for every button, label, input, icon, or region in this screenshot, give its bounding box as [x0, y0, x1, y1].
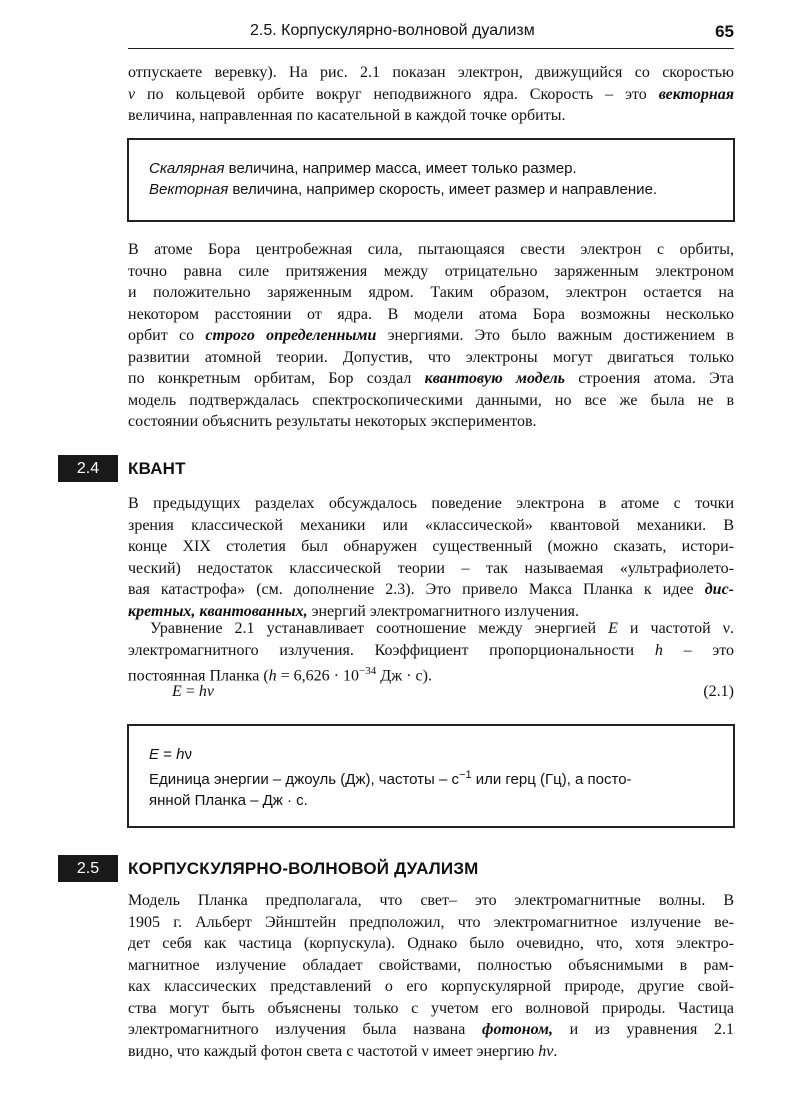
section-number-badge: 2.5	[58, 855, 118, 882]
text-line: отпускаете веревку). На рис. 2.1 показан электрон, движущийся со скоростью	[128, 64, 734, 81]
text-line: вая катастрофа» (см. дополнение 2.3). Это привело Макса Планка к идее дис-	[128, 581, 734, 598]
text-line: конце XIX столетия был обнаружен существенный (можно сказать, истори-	[128, 538, 734, 555]
text-line: точно равна силе притяжения между отрицательно заряженным электроном	[128, 262, 734, 280]
emphasis: строго определенными	[205, 327, 377, 344]
text-line: v по кольцевой орбите вокруг неподвижного ядра. Скорость – это векторная	[128, 85, 734, 103]
text-line: постоянная Планка ($h = 6,626 \cdot 10^{-34}$ Дж · с).	[128, 665, 432, 685]
running-title: 2.5. Корпускулярно-волновой дуализм	[250, 22, 535, 39]
text-line: по конкретным орбитам, Бор создал квантовую модель строения атома. Эта	[128, 370, 735, 387]
emphasis: кретных, квантованных,	[128, 602, 308, 620]
note-line: E = hν	[149, 746, 192, 763]
equation-number: (2.1)	[703, 683, 734, 700]
text-line: магнитное излучение обладает свойствами, полностью объяснимыми в рам-	[128, 956, 734, 974]
running-header	[128, 22, 734, 44]
text-line: величина, направленная по касательной в каждой точке орбиты.	[128, 107, 566, 124]
velocity-symbol: v	[128, 85, 136, 103]
equation-paragraph	[128, 618, 734, 687]
text-line: модель подтверждалась спектроскопическими данными, но все же была не в	[128, 391, 734, 409]
text-line: и положительно заряженным ядром. Таким образом, электрон остается на	[128, 284, 734, 301]
note-line: янной Планка – Дж · с.	[149, 792, 308, 809]
text-line: В атоме Бора центробежная сила, пытающаяся свести электрон с орбиты,	[128, 241, 734, 258]
text-line: электромагнитного излучения. Коэффициент пропорциональности h – это	[128, 641, 734, 659]
equation-2-1: E = hν	[172, 683, 214, 700]
text-line: ческий) недостаток классической теории – так называемая «ультрафиолето-	[128, 559, 734, 577]
text-line: дет себя как частица (корпускула). Однако было очевидно, что, хотя электро-	[128, 935, 734, 952]
energy-unit-note-box	[127, 724, 735, 828]
text-line: ства могут быть объяснены только с учетом его волновой природы. Частица	[128, 999, 734, 1017]
text-line: некотором расстоянии от ядра. В модели атома Бора возможны несколько	[128, 305, 734, 323]
text-line: состоянии объяснить результаты некоторых экспериментов.	[128, 413, 537, 430]
note-line: Единица энергии – джоуль (Дж), частоты – $с^{-1}$ или герц (Гц), а посто-	[149, 769, 632, 788]
bohr-paragraph	[128, 239, 734, 433]
text-line: развитии атомной теории. Допустив, что электроны могут двигаться только	[128, 348, 734, 366]
section-title: КОРПУСКУЛЯРНО-ВОЛНОВОЙ ДУАЛИЗМ	[128, 859, 479, 878]
dualism-paragraph	[128, 890, 734, 1062]
intro-paragraph	[128, 62, 734, 127]
emphasis: векторная	[658, 85, 734, 103]
emphasis: фотоном,	[482, 1021, 553, 1038]
text-line: зрения классической механики или «классической» квантовой механики. В	[128, 516, 734, 534]
note-line: Скалярная величина, например масса, имеет только размер.	[149, 160, 577, 177]
text-line: В предыдущих разделах обсуждалось поведение электрона в атоме с точки	[128, 495, 734, 512]
page-number: 65	[715, 22, 734, 41]
text-line: видно, что каждый фотон света с частотой ν имеет энергию hν.	[128, 1042, 558, 1060]
section-title: КВАНТ	[128, 459, 186, 478]
text-line: орбит со строго определенными энергиями. Это было важным достижением в	[128, 327, 735, 344]
emphasis: Скалярная	[149, 160, 225, 177]
emphasis: квантовую модель	[424, 370, 565, 387]
emphasis: дис-	[704, 581, 734, 598]
section-number-badge: 2.4	[58, 455, 118, 482]
text-line: Уравнение 2.1 устанавливает соотношение между энергией E и частотой ν.	[150, 620, 734, 637]
text-line: электромагнитного излучения была названа фотоном, и из уравнения 2.1	[128, 1021, 734, 1038]
text-line: ках классических представлений о его корпускулярной природе, другие свой-	[128, 978, 734, 995]
text-line: Модель Планка предполагала, что свет– это электромагнитные волны. В	[128, 892, 734, 909]
text-line: кретных, квантованных, энергий электромагнитного излучения.	[128, 602, 579, 620]
header-rule	[128, 48, 734, 49]
quant-paragraph	[128, 493, 734, 622]
text-line: 1905 г. Альберт Эйнштейн предположил, что электромагнитное излучение ве-	[128, 913, 734, 931]
emphasis: Векторная	[149, 181, 229, 198]
note-line: Векторная величина, например скорость, имеет размер и направление.	[149, 181, 658, 198]
scalar-vector-note-box	[127, 138, 735, 222]
